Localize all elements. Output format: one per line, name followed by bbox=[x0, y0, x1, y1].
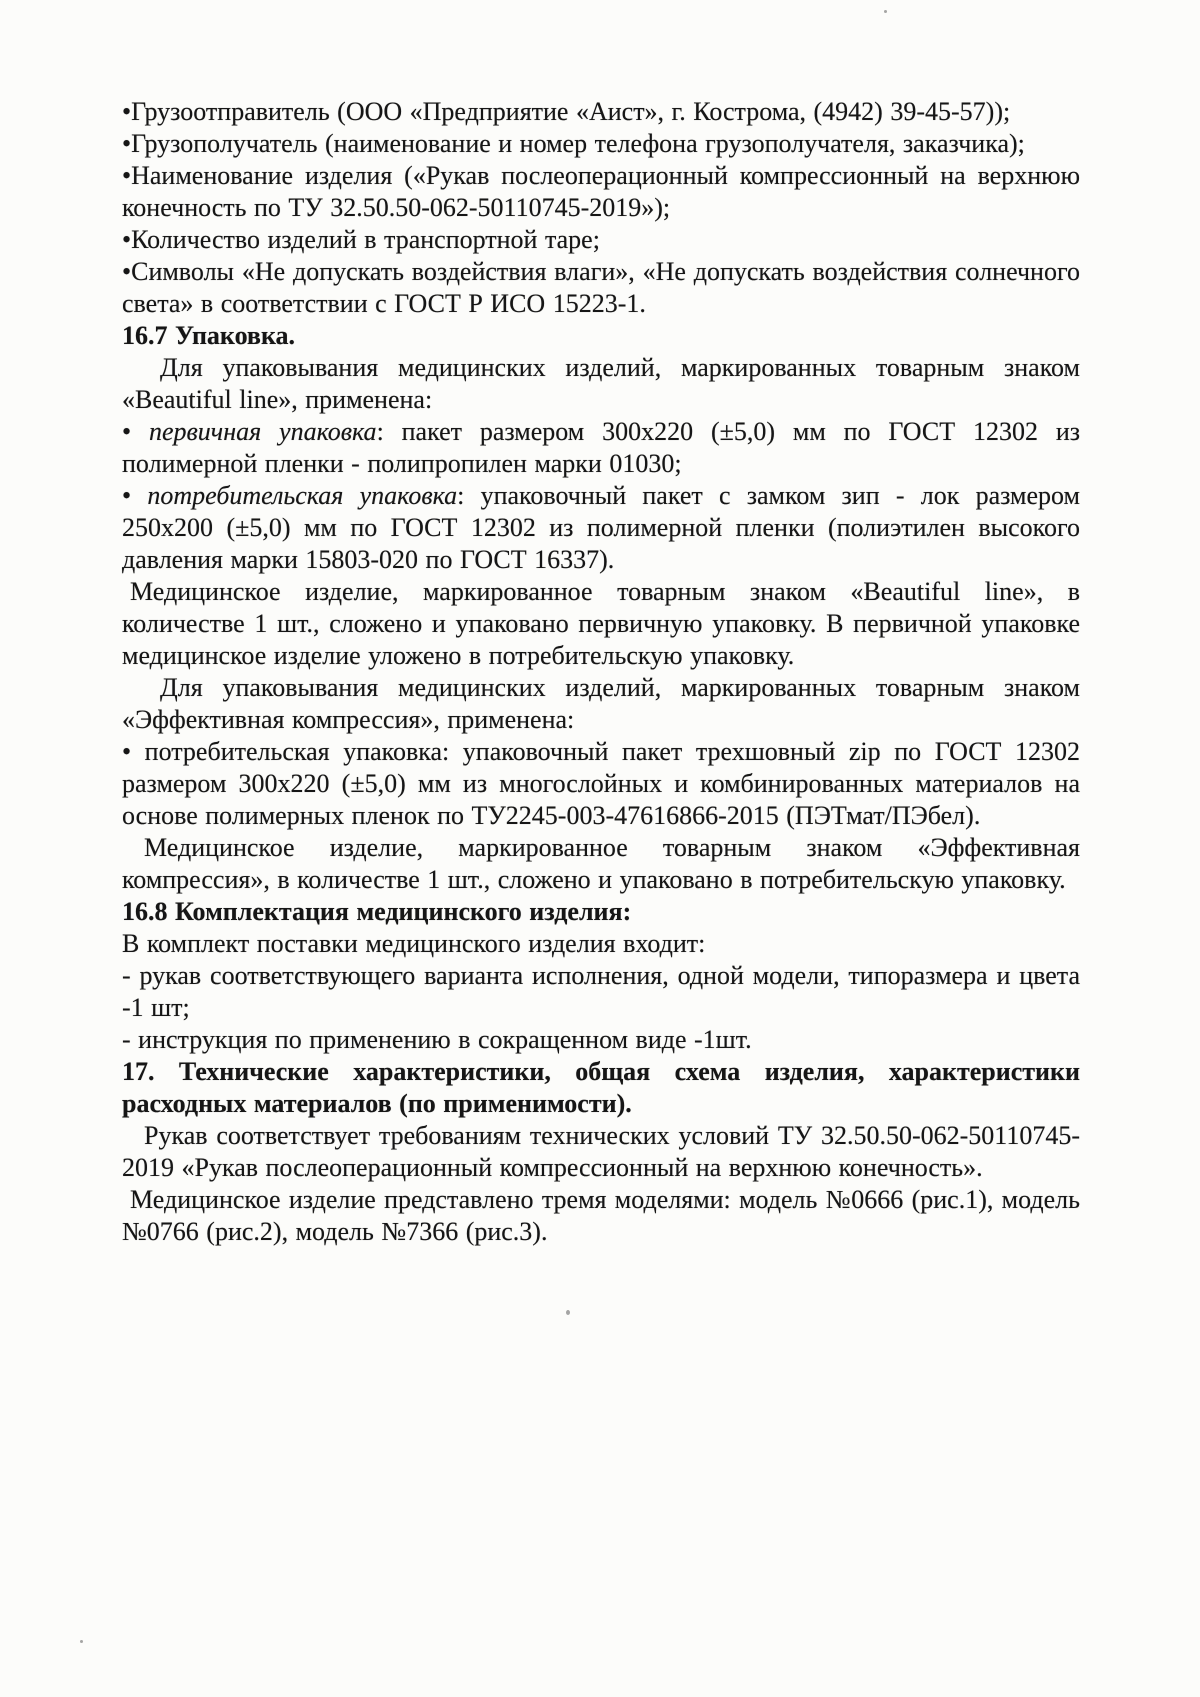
para-compliance: Рукав соответствует требованиям технических условий ТУ 32.50.50-062-50110745-2019 «Рукав послеоперационный компрессионный на верхнюю конечность». bbox=[122, 1121, 1080, 1182]
bullet-primary-packaging bbox=[122, 416, 1080, 480]
para-intro-effective-compression: Для упаковывания медицинских изделий, маркированных товарным знаком «Эффективная компрессия», применена: bbox=[122, 673, 1080, 734]
para-kit-intro: В комплект поставки медицинского изделия входит: bbox=[122, 929, 706, 958]
document-content bbox=[122, 96, 1080, 1248]
para-beautiful-line-packed: Медицинское изделие, маркированное товарным знаком «Beautiful line», в количестве 1 шт., сложено и упаковано первичную упаковку. В первичной упаковке медицинское изделие уложено в потребительскую упаковку. bbox=[122, 577, 1080, 670]
bullet-rest: : пакет размером 300х220 (±5,0) мм по ГОСТ 12302 из полимерной пленки - полипропилен марки 01030; bbox=[122, 417, 1081, 478]
para-effective-compression-packed: Медицинское изделие, маркированное товарным знаком «Эффективная компрессия», в количестве 1 шт., сложено и упаковано в потребительскую упаковку. bbox=[122, 833, 1080, 894]
bullet-lead-italic: потребительская упаковка bbox=[147, 481, 458, 510]
bullet-consignor: •Грузоотправитель (ООО «Предприятие «Аист», г. Кострома, (4942) 39-45-57)); bbox=[122, 97, 1011, 126]
bullet-symbols: •Символы «Не допускать воздействия влаги», «Не допускать воздействия солнечного света» в соответствии с ГОСТ Р ИСО 15223-1. bbox=[122, 257, 1080, 318]
para-intro-beautiful-line: Для упаковывания медицинских изделий, маркированных товарным знаком «Beautiful line», применена: bbox=[122, 353, 1080, 414]
list-item-sleeve: - рукав соответствующего варианта исполнения, одной модели, типоразмера и цвета -1 шт; bbox=[122, 961, 1080, 1022]
bullet-marker: • bbox=[122, 417, 149, 446]
scan-speck bbox=[884, 10, 887, 13]
bullet-quantity: •Количество изделий в транспортной таре; bbox=[122, 225, 600, 254]
heading-16-7-packaging: 16.7 Упаковка. bbox=[122, 321, 296, 350]
heading-16-8-completeness: 16.8 Комплектация медицинского изделия: bbox=[122, 897, 632, 926]
para-models: Медицинское изделие представлено тремя моделями: модель №0666 (рис.1), модель №0766 (рис.2), модель №7366 (рис.3). bbox=[122, 1185, 1080, 1246]
bullet-consumer-packaging-ec: • потребительская упаковка: упаковочный пакет трехшовный zip по ГОСТ 12302 размером 300х220 (±5,0) мм из многослойных и комбинированных материалов на основе полимерных пленок по ТУ2245-003-47616866-2015 (ПЭТмат/ПЭбел). bbox=[122, 737, 1080, 830]
bullet-consignee: •Грузополучатель (наименование и номер телефона грузополучателя, заказчика); bbox=[122, 129, 1025, 158]
bullet-product-name: •Наименование изделия («Рукав послеоперационный компрессионный на верхнюю конечность по ТУ 32.50.50-062-50110745-2019»); bbox=[122, 161, 1080, 222]
bullet-consumer-packaging bbox=[122, 480, 1080, 576]
list-item-manual: - инструкция по применению в сокращенном виде -1шт. bbox=[122, 1025, 752, 1054]
bullet-lead-italic: первичная упаковка bbox=[148, 417, 377, 446]
bullet-rest: : упаковочный пакет с замком зип - лок размером 250х200 (±5,0) мм по ГОСТ 12302 из полимерной пленки (полиэтилен высокого давления марки 15803-020 по ГОСТ 16337). bbox=[122, 481, 1080, 574]
heading-17-technical: 17. Технические характеристики, общая схема изделия, характеристики расходных материалов (по применимости). bbox=[122, 1057, 1080, 1118]
scan-speck bbox=[566, 1310, 570, 1315]
bullet-marker: • bbox=[122, 481, 148, 510]
scan-speck bbox=[80, 1640, 83, 1643]
